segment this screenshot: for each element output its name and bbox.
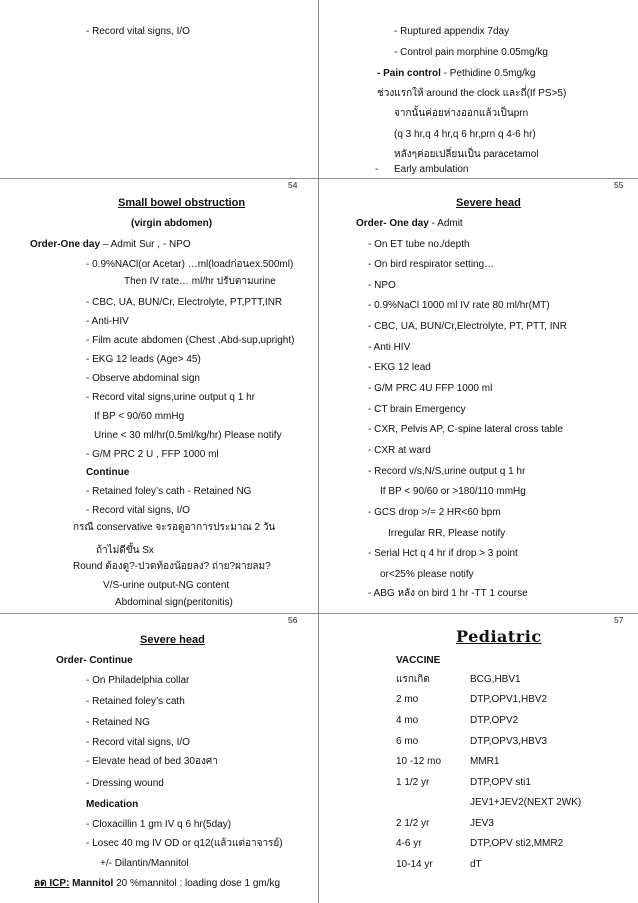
vaccine-age-5: 10 -12 mo (396, 756, 442, 767)
vaccine-age-6: 1 1/2 yr (396, 777, 430, 788)
q4-line-16: - Serial Hct q 4 hr if drop > 3 point (368, 548, 518, 559)
vaccine-name-10: dT (470, 859, 482, 870)
vaccine-name-2: DTP,OPV1,HBV2 (470, 694, 548, 705)
vaccine-age-8: 2 1/2 yr (396, 818, 430, 829)
page-number-54: 54 (288, 180, 298, 190)
q2-line-8: Early ambulation (394, 164, 469, 175)
q3-line-15: กรณี conservative จะรอดูอาการประมาณ 2 วัน (73, 522, 276, 533)
q1-line-1: - Record vital signs, I/O (86, 26, 190, 37)
q6-title: Pediatric (456, 627, 542, 646)
vaccine-label: VACCINE (396, 655, 441, 666)
page-number-57: 57 (614, 615, 624, 625)
vaccine-name-3: DTP,OPV2 (470, 715, 519, 726)
q5-order-label: Order- Continue (56, 655, 133, 666)
q5-title: Severe head (140, 634, 205, 646)
vaccine-name-8: JEV3 (470, 818, 494, 829)
q3-subtitle: (virgin abdomen) (131, 218, 213, 229)
vaccine-age-1: แรกเกิด (396, 674, 430, 685)
vaccine-age-10: 10-14 yr (396, 859, 433, 870)
page-number-55: 55 (614, 180, 624, 190)
q4-line-1: - On ET tube no./depth (368, 239, 470, 250)
q3-line-9: If BP < 90/60 mmHg (94, 411, 185, 422)
q3-line-3: - CBC, UA, BUN/Cr, Electrolyte, PT,PTT,INR (86, 297, 283, 308)
vaccine-age-4: 6 mo (396, 736, 419, 747)
vaccine-name-5: MMR1 (470, 756, 500, 767)
q2-line-1: - Ruptured appendix 7day (394, 26, 510, 37)
q5-line-8: - Cloxacillin 1 gm IV q 6 hr(5day) (86, 819, 232, 830)
q2-line-5: จากนั้นค่อยห่างออกแล้วเป็นprn (394, 108, 529, 119)
row-divider-1 (0, 178, 638, 179)
q3-order-rest: – Admit Sur , - NPO (100, 239, 191, 250)
q3-line-17: Round ต้องดู?-ปวดท้องน้อยลง? ถ่าย?ผายลม? (73, 561, 271, 572)
q3-order-line (30, 239, 191, 251)
q2-line-8-dash: - (375, 164, 379, 175)
q5-line-4: - Record vital signs, I/O (86, 737, 190, 748)
vaccine-name-1: BCG,HBV1 (470, 674, 521, 685)
pain-control-rest: - Pethidine 0.5mg/kg (440, 68, 536, 79)
q5-line-2: - Retained foley’s cath (86, 696, 185, 707)
icp-drug: Mannitol (69, 878, 114, 889)
q4-line-4: - 0.9%NaCl 1000 ml IV rate 80 ml/hr(MT) (368, 300, 550, 311)
q3-line-8: - Record vital signs,urine output q 1 hr (86, 392, 255, 403)
q4-line-3: - NPO (368, 280, 396, 291)
q3-line-1: - 0.9%NACl(or Acetar) …ml(loadก่อนex.500ml) (86, 259, 294, 270)
q3-line-6: - EKG 12 leads (Age> 45) (86, 354, 201, 365)
q2-line-2: - Control pain morphine 0.05mg/kg (394, 47, 548, 58)
q3-line-7: - Observe abdominal sign (86, 373, 200, 384)
vaccine-name-7: JEV1+JEV2(NEXT 2WK) (470, 797, 582, 808)
q3-line-11: - G/M PRC 2 U , FFP 1000 ml (86, 449, 219, 460)
icp-rest: 20 %mannitol : loading dose 1 gm/kg (113, 878, 281, 889)
q5-line-5: - Elevate head of bed 30องศา (86, 756, 218, 767)
q3-line-18: V/S-urine output-NG content (103, 580, 230, 591)
page-number-56: 56 (288, 615, 298, 625)
q3-order-label: Order-One day (30, 239, 101, 250)
row-divider-2 (0, 613, 638, 614)
q4-line-18: - ABG หลัง on bird 1 hr -TT 1 course (368, 588, 528, 599)
icp-label: ลด ICP: (34, 878, 70, 889)
q2-line-3 (377, 68, 535, 80)
q4-line-9: - CT brain Emergency (368, 404, 466, 415)
q4-line-5: - CBC, UA, BUN/Cr,Electrolyte, PT, PTT, INR (368, 321, 567, 332)
q3-line-14: - Record vital signs, I/O (86, 505, 190, 516)
q3-line-13: - Retained foley’s cath - Retained NG (86, 486, 252, 497)
q2-line-7: หลังๆค่อยเปลี่ยนเป็น paracetamol (394, 149, 539, 160)
vaccine-name-9: DTP,OPV sti2,MMR2 (470, 838, 564, 849)
q4-line-8: - G/M PRC 4U FFP 1000 ml (368, 383, 493, 394)
q3-line-4: - Anti-HIV (86, 316, 129, 327)
q5-icp-line (34, 878, 280, 890)
q4-line-7: - EKG 12 lead (368, 362, 431, 373)
q3-line-19: Abdominal sign(peritonitis) (115, 597, 233, 608)
q4-order-label: Order- One day (356, 218, 429, 229)
vaccine-name-4: DTP,OPV3,HBV3 (470, 736, 548, 747)
pain-control-label: - Pain control (377, 68, 441, 79)
q3-line-5: - Film acute abdomen (Chest ,Abd-sup,upright) (86, 335, 295, 346)
q5-line-6: - Dressing wound (86, 778, 164, 789)
q3-line-10: Urine < 30 ml/hr(0.5ml/kg/hr) Please notify (94, 430, 282, 441)
q4-title: Severe head (456, 197, 521, 209)
vaccine-age-3: 4 mo (396, 715, 419, 726)
q4-line-14: - GCS drop >/= 2 HR<60 bpm (368, 507, 501, 518)
q5-line-10: +/- Dilantin/Mannitol (100, 858, 189, 869)
q4-line-17: or<25% please notify (380, 569, 474, 580)
vaccine-age-2: 2 mo (396, 694, 419, 705)
q4-line-2: - On bird respirator setting… (368, 259, 495, 270)
q4-line-6: - Anti HIV (368, 342, 411, 353)
q4-order-rest: - Admit (428, 218, 463, 229)
q4-line-13: If BP < 90/60 or >180/110 mmHg (380, 486, 526, 497)
q4-order-line (356, 218, 463, 230)
q5-medication-label: Medication (86, 799, 139, 810)
column-divider (318, 0, 319, 903)
vaccine-age-9: 4-6 yr (396, 838, 422, 849)
q5-line-3: - Retained NG (86, 717, 150, 728)
q3-line-2: Then IV rate… ml/hr ปรับตามurine (124, 276, 276, 287)
q4-line-15: Irregular RR, Please notify (388, 528, 506, 539)
q3-continue-label: Continue (86, 467, 130, 478)
q4-line-11: - CXR at ward (368, 445, 431, 456)
q2-line-4: ช่วงแรกให้ around the clock และถี่(If PS>5) (377, 88, 567, 99)
q3-line-16: ถ้าไม่ดีขึ้น Sx (96, 545, 154, 556)
q5-line-1: - On Philadelphia collar (86, 675, 190, 686)
q4-line-10: - CXR, Pelvis AP, C-spine lateral cross table (368, 424, 563, 435)
q5-line-9: - Losec 40 mg IV OD or q12(แล้วแต่อาจารย์) (86, 838, 283, 849)
q3-title: Small bowel obstruction (118, 197, 246, 209)
q4-line-12: - Record v/s,N/S,urine output q 1 hr (368, 466, 526, 477)
vaccine-name-6: DTP,OPV sti1 (470, 777, 531, 788)
q2-line-6: (q 3 hr,q 4 hr,q 6 hr,prn q 4-6 hr) (394, 129, 536, 140)
